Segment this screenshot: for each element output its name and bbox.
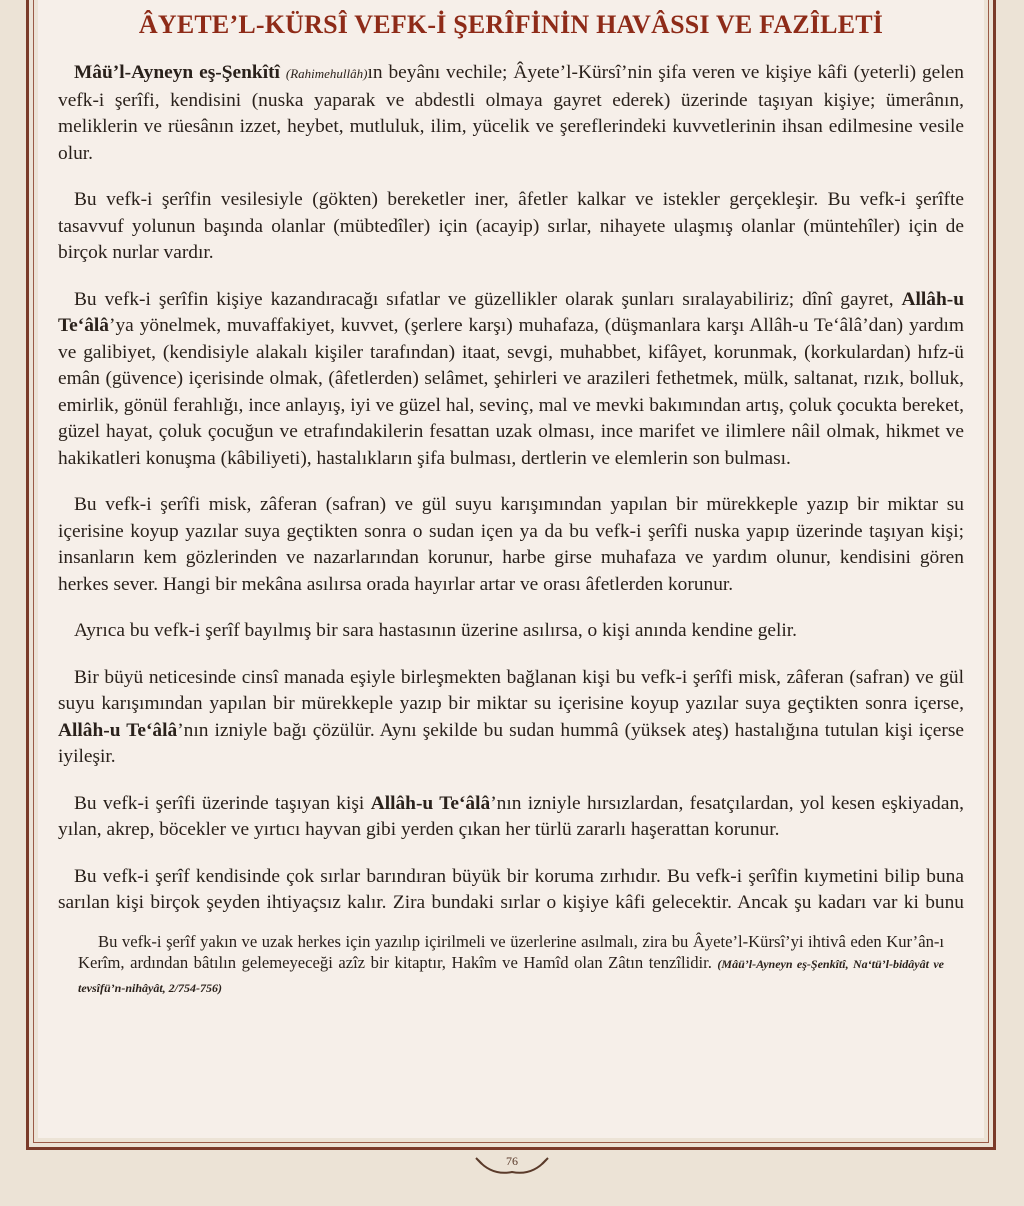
paragraph-1-text: ın beyânı vechile; Âyete’l-Kürsî’nin şifa veren ve kişiye kâfi (yeterli) gelen vefk-i şerîfi, kendisini (nuska yaparak ve abdestli olmaya gayret ederek) üzerinde taşıyan kişiye; ümerânın, meliklerin ve rüesânın izzet, heybet, mutluluk, ilim, yücelik ve şereflerindeki kuvvetlerinin ihsan edilmesine vesile olur.: [58, 62, 964, 164]
paragraph-6-text-b: ’nın izniyle bağı çözülür. Aynı şekilde bu sudan hummâ (yüksek ateş) hastalığına tutulan kişi içerse iyileşir.: [58, 719, 964, 767]
honorific: (Rahimehullâh): [285, 66, 368, 81]
paragraph-8: Bu vefk-i şerîf kendisinde çok sırlar barındıran büyük bir koruma zırhıdır. Bu vefk-i şerîfin kıymetini bilip buna sarılan kişi birçok şeyden ihtiyaçsız kalır. Zira bundaki sırlar o kişiye kâfi gelecektir. Ancak şu kadarı var ki bunu: [58, 865, 964, 913]
paragraph-2: Bu vefk-i şerîfin vesilesiyle (gökten) bereketler iner, âfetler kalkar ve istekler gerçekleşir. Bu vefk-i şerîfte tasavvuf yolunun başında olanlar (mübtedîler) için (acayip) sırlar, nihayete ulaşmış olanlar (müntehîler) için de birçok nurlar vardır.: [58, 189, 964, 263]
paragraph-1: [58, 60, 964, 167]
footnote-text: Bu vefk-i şerîf yakın ve uzak herkes için yazılıp içirilmeli ve üzerlerine asılmalı, zira bu Âyete’l-Kürsî’yi ihtivâ eden Kur’ân-ı Kerîm, ardından bâtılın gelemeyeceği azîz bir kitaptır, Hakîm ve Hamîd olan Zâtın tenzîlidir.: [78, 931, 944, 972]
author-name: Mâü’l-Ayneyn eş-Şenkîtî: [74, 62, 280, 83]
page-title: ÂYETE’L-KÜRSÎ VEFK-İ ŞERÎFİNİN HAVÂSSI VE FAZÎLETİ: [138, 10, 884, 39]
footnote-citation: (Mâü’l-Ayneyn eş-Şenkîtî, Na‘tü’l-bidâyât ve tevsîfü’n-nihâyât, 2/754-756): [78, 957, 944, 995]
paragraph-7-text-b: ’nın izniyle hırsızlardan, fesatçılardan, yol kesen eşkiyadan, yılan, akrep, böcekler ve yırtıcı hayvan gibi yerden çıkan her türlü zararlı haşerattan korunur.: [58, 792, 964, 840]
divine-name: Allâh-u Te‘âlâ: [58, 719, 178, 741]
divine-name: Allâh-u Te‘âlâ: [58, 288, 964, 336]
divine-name: Allâh-u Te‘âlâ: [370, 792, 491, 814]
paragraph-5: Ayrıca bu vefk-i şerîf bayılmış bir sara hastasının üzerine asılırsa, o kişi anında kendine gelir.: [74, 620, 798, 641]
paragraph-7-text-a: Bu vefk-i şerîfi üzerinde taşıyan kişi: [74, 792, 371, 814]
footnote: [58, 931, 964, 1000]
paragraph-3-text-b: ’ya yönelmek, muvaffakiyet, kuvvet, (şerlere karşı) muhafaza, (düşmanlara karşı Allâh-u Te‘âlâ’dan) yardım ve galibiyet, (kendisiyle alakalı kişiler tarafından) itaat, sevgi, muhabbet, kifâyet, korunmak, (korkulardan) hıfz-ü emân (güvence) içerisinde olmak, (âfetlerden) selâmet, şehirleri ve arazileri fethetmek, mülk, saltanat, rızık, bolluk, emirlik, gönül ferahlığı, ince anlayış, iyi ve güzel hal, sevinç, mal ve mevki bakımından artış, çoluk çocukta bereket, güzel hayat, çoluk çocuğun ve etrafındakilerin fesattan uzak olması, ince marifet ve ilimlere nâil olmak, hikmet ve hakikatleri konuşma (kâbiliyeti), hastalıkların şifa bulması, dertlerin ve elemlerin son bulması.: [58, 315, 964, 469]
paragraph-3: [58, 287, 964, 473]
paragraph-6: [58, 665, 964, 771]
document-page: [38, 0, 984, 1138]
page-number-ornament: [472, 1152, 552, 1182]
paragraph-7: [58, 791, 964, 844]
paragraph-6-text-a: Bir büyü neticesinde cinsî manada eşiyle birleşmekten bağlanan kişi bu vefk-i şerîfi misk, zâferan (safran) ve gül suyu karışımından yapılan bir mürekkeple yazıp bir miktar su içerisine koyup yazılar suya geçtikten sonra içerse,: [58, 666, 964, 714]
paragraph-4: Bu vefk-i şerîfi misk, zâferan (safran) ve gül suyu karışımından yapılan bir mürekkeple yazıp bir miktar su içerisine koyup yazılar suya geçtikten sonra o sudan içen ya da bu vefk-i şerîfi nuska yapıp üzerinde taşıyan kişi; insanların kem gözlerinden ve nazarlarından korunur, harbe girse muhafaza ve yardım olunur, kendisini gören herkes sever. Hangi bir mekâna asılırsa orada hayırlar artar ve orası âfetlerden korunur.: [58, 494, 964, 595]
page-number: 76: [506, 1154, 518, 1168]
paragraph-3-text-a: Bu vefk-i şerîfin kişiye kazandıracağı sıfatlar ve güzellikler olarak şunları sıralayabiliriz; dînî gayret,: [74, 288, 902, 310]
